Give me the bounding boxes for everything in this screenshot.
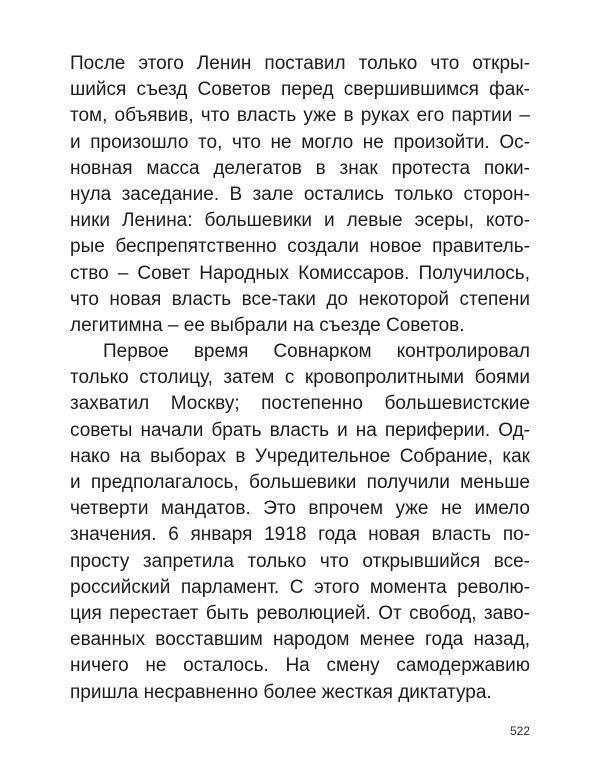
text-line: что новая власть все-таки до некоторой степени xyxy=(70,288,530,310)
text-line: просту запретила только что открывшийся все- xyxy=(70,550,530,572)
text-line: ники Ленина: большевики и левые эсеры, кото- xyxy=(70,210,530,232)
text-line: ция перестает быть революцией. От свобод, заво- xyxy=(70,602,530,624)
text-line: российский парламент. С этого момента револю- xyxy=(70,576,530,598)
body-text xyxy=(70,51,530,706)
text-line: рые беспрепятственно создали новое правитель- xyxy=(70,236,530,258)
text-line: значения. 6 января 1918 года новая власть по- xyxy=(70,524,530,546)
page-number: 522 xyxy=(509,724,530,738)
text-line: советы начали брать власть и на периферии. Од- xyxy=(70,419,530,441)
text-line: ничего не осталось. На смену самодержавию xyxy=(70,655,530,677)
text-line: еванных восставшим народом менее года назад, xyxy=(70,629,530,651)
text-line: и произошло то, что не могло не произойти. Ос- xyxy=(70,131,530,153)
text-line: том, объявив, что власть уже в руках его партии – xyxy=(70,105,530,127)
text-line: ство – Совет Народных Комиссаров. Получилось, xyxy=(70,262,530,284)
text-line: шийся съезд Советов перед свершившимся фак- xyxy=(70,79,530,101)
text-line: Первое время Совнарком контролировал xyxy=(103,341,530,363)
text-line: нула заседание. В зале остались только сторон- xyxy=(70,183,530,205)
paragraph-2 xyxy=(70,339,530,706)
text-line: пришла несравненно более жесткая диктатура. xyxy=(70,681,492,703)
text-line: После этого Ленин поставил только что откры- xyxy=(70,53,530,74)
text-line: и предполагалось, большевики получили меньше xyxy=(70,472,530,493)
text-line: нако на выборах в Учредительное Собрание, как xyxy=(70,445,530,467)
text-line: новная масса делегатов в знак протеста поки- xyxy=(70,157,530,179)
text-line: легитимна – ее выбрали на съезде Советов. xyxy=(70,314,465,336)
text-line: четверти мандатов. Это впрочем уже не имело xyxy=(70,498,530,520)
text-line: только столицу, затем с кровопролитными боями xyxy=(70,367,530,389)
paragraph-1 xyxy=(70,51,530,339)
text-line: захватил Москву; постепенно большевистские xyxy=(70,393,530,415)
